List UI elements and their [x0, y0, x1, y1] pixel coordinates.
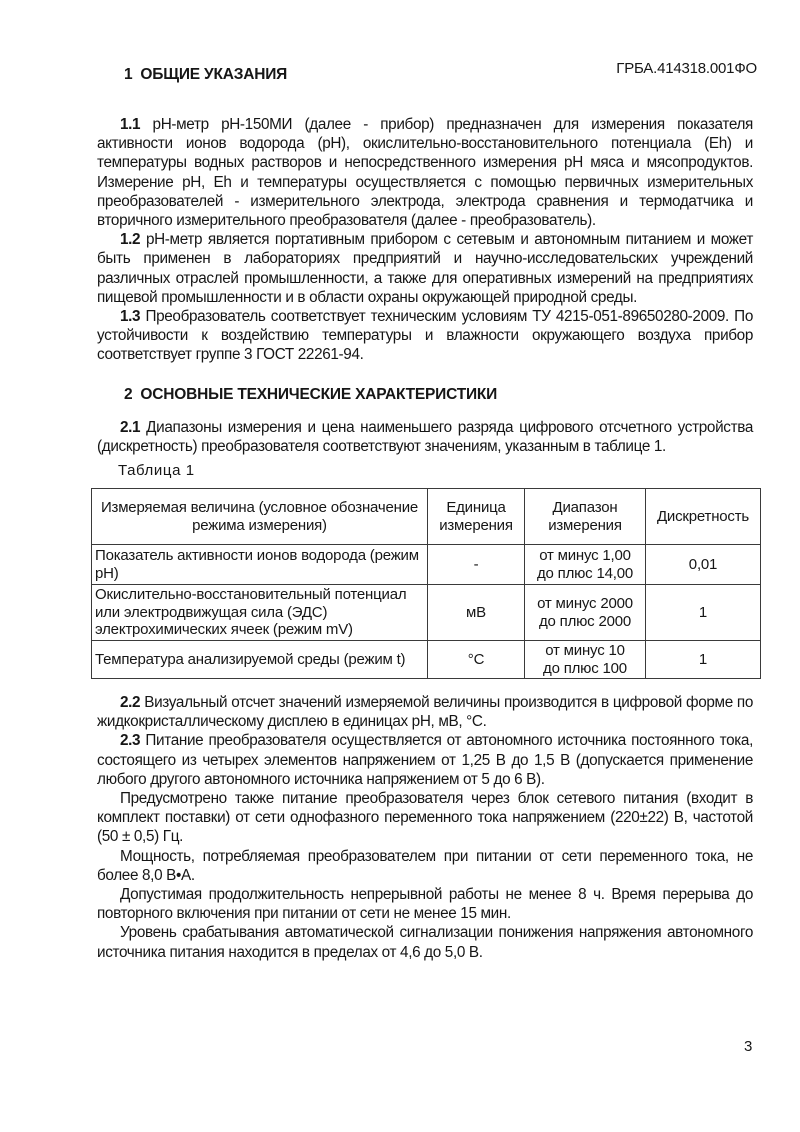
section-2-intro: [97, 418, 753, 456]
section-2-title: [124, 386, 497, 404]
cell-resolution: 1: [646, 641, 761, 679]
paragraph-text: Визуальный отсчет значений измеряемой величины производится в цифровой форме по жидкокристаллическому дисплею в единицах pH, мВ, °С.: [97, 694, 753, 731]
table-row: [92, 641, 761, 679]
range-to: до плюс 14,00: [537, 564, 633, 582]
cell-range: [525, 585, 646, 641]
header-unit: Единица измерения: [428, 489, 525, 545]
paragraph-1-3: [97, 307, 753, 365]
section-2-body: [97, 693, 753, 962]
paragraph-2-1: [97, 418, 753, 456]
paragraph-operating-time: [97, 885, 753, 923]
paragraph-text: Допустимая продолжительность непрерывной работы не менее 8 ч. Время перерыва до повторного включения при питании от сети не менее 15 мин.: [97, 886, 753, 923]
paragraph-number: 2.2: [120, 694, 141, 711]
paragraph-power-consumption: [97, 847, 753, 885]
paragraph-mains-power: [97, 789, 753, 847]
range-from: от минус 2000: [537, 595, 633, 612]
paragraph-text: Мощность, потребляемая преобразователем при питании от сети переменного тока, не более 8,0 В•А.: [97, 847, 753, 884]
paragraph-text: Питание преобразователя осуществляется от автономного источника постоянного тока, состоящего из четырех элементов напряжением от 1,25 В до 1,5 В (допускается применение любого другого автономного источника напряжением от 5 до 6 В).: [97, 732, 753, 788]
cell-quantity: Окислительно-восстановительный потенциал или электродвижущая сила (ЭДС) электрохимических ячеек (режим mV): [92, 585, 428, 641]
cell-unit: °С: [428, 641, 525, 679]
cell-range: [525, 545, 646, 585]
section-title-text: ОСНОВНЫЕ ТЕХНИЧЕСКИЕ ХАРАКТЕРИСТИКИ: [140, 386, 498, 403]
table-row: [92, 585, 761, 641]
paragraph-number: 2.3: [120, 732, 141, 750]
table-row: [92, 545, 761, 585]
cell-resolution: 0,01: [646, 545, 761, 585]
paragraph-text: Преобразователь соответствует техническим условиям ТУ 4215-051-89650280-2009. По устойчивости к воздействию температуры и влажности окружающего воздуха прибор соответствует группе 3 ГОСТ 22261-94.: [97, 308, 753, 364]
range-to: до плюс 2000: [538, 612, 632, 630]
paragraph-low-voltage-alarm: [97, 923, 753, 961]
section-1-title: [124, 66, 287, 84]
section-1-body: [97, 115, 753, 365]
range-from: от минус 1,00: [539, 547, 631, 564]
cell-unit: -: [428, 545, 525, 585]
cell-quantity: Температура анализируемой среды (режим t): [92, 641, 428, 679]
paragraph-number: 1.2: [120, 231, 141, 249]
paragraph-text: pH-метр является портативным прибором с сетевым и автономным питанием и может быть применен в лабораториях предприятий и научно-исследовательских учреждений различных отраслей промышленности, а также для оперативных измерений на предприятиях пищевой промышленности и в области охраны окружающей природной среды.: [97, 231, 753, 306]
section-number: 2: [124, 386, 133, 403]
cell-unit: мВ: [428, 585, 525, 641]
paragraph-1-2: [97, 230, 753, 307]
header-quantity: Измеряемая величина (условное обозначение режима измерения): [92, 489, 428, 545]
paragraph-1-1: [97, 115, 753, 230]
header-range: Диапазон измерения: [525, 489, 646, 545]
paragraph-text: Уровень срабатывания автоматической сигнализации понижения напряжения автономного источника питания находится в пределах от 4,6 до 5,0 В.: [97, 924, 753, 961]
document-code: ГРБА.414318.001ФО: [616, 60, 757, 77]
paragraph-number: 1.3: [120, 308, 141, 326]
paragraph-2-3: [97, 731, 753, 789]
range-from: от минус 10: [545, 642, 625, 659]
section-number: 1: [124, 66, 133, 83]
range-to: до плюс 100: [543, 659, 627, 677]
paragraph-number: 1.1: [120, 116, 141, 133]
paragraph-2-2: [97, 693, 753, 731]
paragraph-number: 2.1: [120, 419, 141, 436]
cell-quantity: Показатель активности ионов водорода (режим pH): [92, 545, 428, 585]
header-resolution: Дискретность: [646, 489, 761, 545]
cell-resolution: 1: [646, 585, 761, 641]
table-1: [91, 488, 761, 679]
section-title-text: ОБЩИЕ УКАЗАНИЯ: [140, 66, 288, 83]
table-caption: Таблица 1: [118, 462, 195, 479]
paragraph-text: pH-метр pH-150МИ (далее - прибор) предназначен для измерения показателя активности ионов водорода (pH), окислительно-восстановительного потенциала (Eh) и температуры водных растворов и непосредственного измерения pH мяса и мясопродуктов. Измерение pH, Eh и температуры осуществляется с помощью первичных измерительных преобразователей - измерительного электрода, электрода сравнения и термодатчика и вторичного измерительного преобразователя (далее - преобразователь).: [97, 116, 753, 230]
table-header-row: [92, 489, 761, 545]
page-number: 3: [744, 1038, 753, 1055]
paragraph-text: Предусмотрено также питание преобразователя через блок сетевого питания (входит в комплект поставки) от сети однофазного переменного тока напряжением (220±22) В, частотой (50 ± 0,5) Гц.: [97, 790, 753, 846]
paragraph-text: Диапазоны измерения и цена наименьшего разряда цифрового отсчетного устройства (дискретность) преобразователя соответствуют значениям, указанным в таблице 1.: [97, 419, 753, 456]
cell-range: [525, 641, 646, 679]
